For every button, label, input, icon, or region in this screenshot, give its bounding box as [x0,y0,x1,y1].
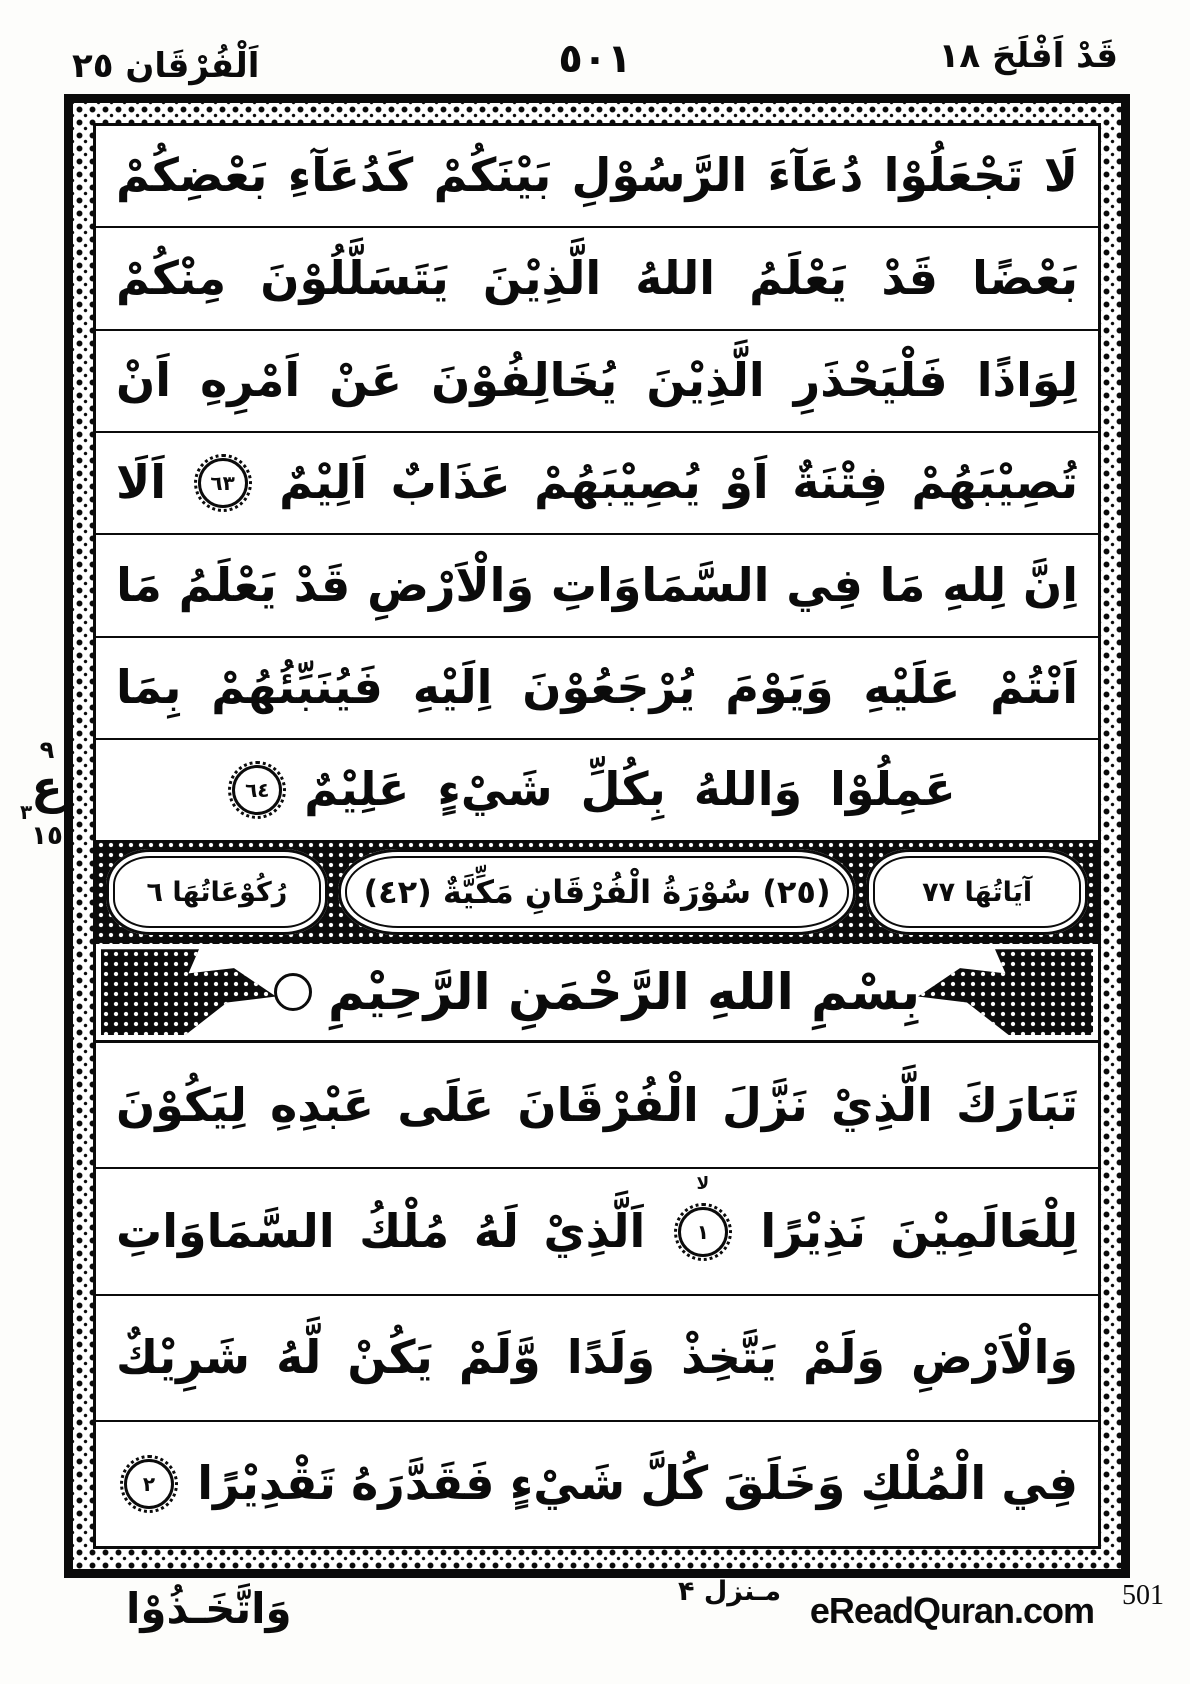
word: اِلَيْهِ [412,659,493,714]
word: عَنْ [329,353,403,408]
word: تَبَارَكَ [956,1077,1078,1132]
word: تَجْعَلُوْا [883,148,1024,203]
word: لِلهِ [942,557,1007,612]
quran-text-line [96,1169,1098,1295]
word: يُخَالِفُوْنَ [431,353,618,408]
header-page-number: ٥٠١ [558,36,632,82]
word: نَذِيْرًا [760,1203,866,1258]
word: عَبْدِهِ [270,1077,375,1132]
word: نَزَّلَ [721,1077,808,1132]
word: يَكُنْ [347,1329,433,1384]
word: وَالْاَرْضِ [911,1329,1078,1384]
ayat-count-cartouche [866,849,1088,935]
watermark: eReadQuran.com [809,1590,1094,1631]
word: كُلَّ [640,1456,709,1511]
word: قَدْ [293,557,351,612]
quran-text-line [96,1422,1098,1546]
ruku-ayat-count: ٣ [20,800,33,825]
word: وَّلَمْ [458,1329,541,1384]
word: اَلَا [116,455,167,510]
page-number: 501 [1122,1580,1164,1611]
word: اَمْرِهِ [200,353,301,408]
quran-text-line [96,740,1098,840]
ruku-count-label: رُكُوْعَاتُهَا ٦ [146,876,288,908]
frame-ornament-band [73,103,1121,1569]
manzil-marker: مـنزل ۴ [678,1576,782,1607]
quran-text-line [96,433,1098,535]
word: لَهُ [473,1203,519,1258]
word: بَعْضِكُمْ [116,148,268,203]
word: يَتَسَلَّلُوْنَ [260,250,449,305]
quran-text-line [96,126,1098,228]
ruku-in-juz-count: ١٥ [31,821,63,852]
word: شَرِيْكٌ [116,1329,250,1384]
word: وَيَوْمَ [725,659,834,714]
word: اَلَّذِيْ [543,1203,646,1258]
word: مَا [879,557,926,612]
quran-text-line [96,331,1098,433]
surah-title-label: (٢٥) سُوْرَةُ الْفُرْقَانِ مَكِّيَّةٌ (٤٢) [363,873,831,912]
word: يَعْلَمُ [749,250,848,305]
word: وَلَدًا [566,1329,656,1384]
word: يُرْجَعُوْنَ [522,659,696,714]
ayah-end-marker: ٢ [124,1459,174,1509]
word: السَّمَاوَاتِ [116,1203,335,1258]
word: دُعَآءَ [767,148,864,203]
word: الَّذِيْنَ [646,353,765,408]
verses-al-furqan [96,1043,1098,1546]
word: اَلِيْمٌ [279,455,368,510]
quran-text-line [96,638,1098,740]
word: شَيْءٍ [509,1456,626,1511]
word: لِوَاذًا [976,353,1078,408]
word: اللهُ [635,250,715,305]
word: وَاللهُ [693,762,803,817]
word: عَمِلُوْا [830,762,956,817]
word: لَا [1043,148,1078,203]
word: يَعْلَمُ [178,557,277,612]
bismillah-text: بِسْمِ اللهِ الرَّحْمَنِ الرَّحِيْمِ [328,963,920,1022]
word: قَدْ [881,250,939,305]
word: وَلَمْ [803,1329,885,1384]
word: عَذَابٌ [390,455,511,510]
word: وَخَلَقَ [723,1456,846,1511]
page-border-frame [64,94,1130,1578]
word: بِمَا [116,659,182,714]
corner-ornament-icon [918,949,1093,1035]
word: الْفُرْقَانَ [517,1077,699,1132]
word: يَتَّخِذْ [681,1329,777,1384]
word: فَيُنَبِّئُهُمْ [211,659,383,714]
word: الرَّسُوْلِ [571,148,748,203]
word: عَلَى [397,1077,495,1132]
word: الْمُلْكِ [860,1456,987,1511]
word: لَّهُ [276,1329,322,1384]
word: اَنْ [116,353,172,408]
surah-title-cartouche [338,849,856,935]
word: الَّذِيْ [831,1077,933,1132]
word: فِتْنَةٌ [792,455,888,510]
word: مِنْكُمْ [116,250,227,305]
word: مُلْكُ [359,1203,450,1258]
ruku-number: ٩ [39,736,55,764]
word: فِي [1001,1456,1078,1511]
corner-ornament-icon [101,949,276,1035]
ayah-end-marker: ٦٤ [232,765,282,815]
word: كَدُعَآءِ [287,148,414,203]
marker-annotation: لا [696,1173,710,1194]
word: لِلْعَالَمِيْنَ [890,1203,1078,1258]
quran-text-line [96,1043,1098,1169]
word: عَلَيْهِ [863,659,961,714]
text-area [93,123,1101,1549]
word: تَقْدِيْرًا [197,1456,336,1511]
quran-text-line [96,228,1098,330]
word: بِكُلِّ [580,762,666,817]
bismillah-row [96,944,1098,1043]
verses-an-nur [96,126,1098,840]
word: فَقَدَّرَهُ [351,1456,495,1511]
word: اِنَّ [1022,557,1078,612]
word: الَّذِيْنَ [482,250,602,305]
word: شَيْءٍ [437,762,553,817]
header-surah-name: اَلْفُرْقَان ٢٥ [72,46,260,86]
word: بَيْنَكُمْ [433,148,552,203]
surah-header-band [96,840,1098,944]
ayah-end-marker: ٦٣ [198,458,248,508]
word: تُصِيْبَهُمْ [911,455,1078,510]
word: اَنْتُمْ [990,659,1078,714]
quran-text-line [96,535,1098,637]
word: بَعْضًا [972,250,1078,305]
word: اَوْ [724,455,769,510]
catchword: وَاتَّخَـذُوْا [126,1584,292,1633]
word: عَلِيْمٌ [304,762,410,817]
ornament-ring-icon [274,973,312,1011]
ayat-count-label: آيَاتُهَا ٧٧ [922,876,1033,908]
word: فِي [786,557,863,612]
word: مَا [116,557,162,612]
header-juz-name: قَدْ اَفْلَحَ ١٨ [938,36,1118,76]
quran-text-line [96,1296,1098,1422]
ain-icon: ع ٣ [20,760,63,825]
ruku-count-cartouche [106,849,328,935]
word: وَالْاَرْضِ [367,557,535,612]
ayah-end-marker: ١ لا [678,1207,728,1257]
word: لِيَكُوْنَ [116,1077,247,1132]
word: السَّمَاوَاتِ [550,557,770,612]
word: يُصِيْبَهُمْ [534,455,701,510]
word: فَلْيَحْذَرِ [793,353,948,408]
